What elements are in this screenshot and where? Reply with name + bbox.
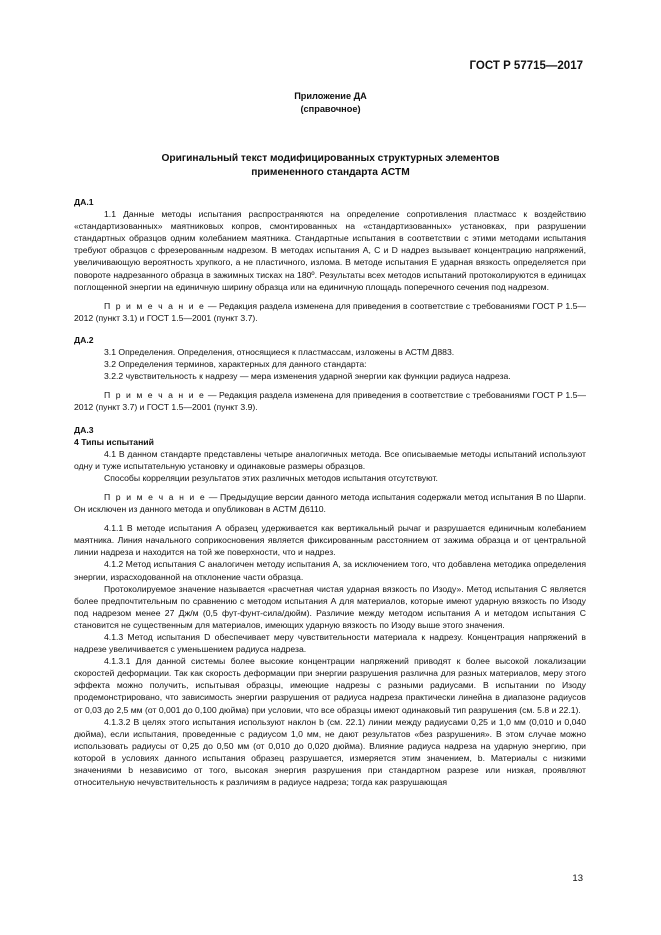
paragraph: 4.1.1 В методе испытания А образец удерживается как вертикальный рычаг и разрушается единичным колебанием маятника. Линия начального соприкосновения является фиксированным расстоянием от зажима образца и от центральной линии надреза и находится на той же поверхности, что и надрез. (74, 523, 586, 558)
title-line-2: примененного стандарта АСТМ (251, 167, 410, 178)
paragraph: Протоколируемое значение называется «расчетная чистая ударная вязкость по Изоду». Метод испытания С является более предпочтительным по сравнению с методом испытания А для материалов, которые имеют ударную вязкость по Изоду под надрезом менее 27 Дж/м (0,5 фут-фунт-сила/дюйм). Различие между методом испытания А и методом испытания С становится не существенным для материалов, имеющих ударную вязкость по Изоду выше этого значения. (74, 583, 586, 630)
appendix-type: (справочное) (300, 104, 361, 114)
page-number: 13 (572, 873, 583, 884)
section-heading-da3: ДА.3 (74, 424, 94, 435)
note (74, 300, 586, 324)
appendix-label: Приложение ДА (294, 91, 367, 101)
page-title (0, 152, 661, 180)
paragraph: 1.1 Данные методы испытания распространяются на определение сопротивления пластмасс к воздействию «стандартизованных» маятниковых копров, смонтированных на «стандартизованных» установках, при разрушении стандартных образцов одним колебанием маятника. Стандартные испытания в соответствии с этими методами испытания требуют образцов с фрезерованным надрезом. В методах испытания А, С и D надрез вызывает концентрацию напряжений, увеличивающую вероятность хрупкого, а не пластичного, излома. В методе испытания Е ударная вязкость определяется при повороте надрезанного образца в зажимных тисках на 180º. Результаты всех методов испытаний протоколируются в единицах поглощенной энергии на единичную ширину образца или на единичную площадь поперечного сечения под надрезом. (74, 209, 586, 292)
paragraph: 4.1.3.2 В целях этого испытания используют наклон b (см. 22.1) линии между радиусами 0,25 и 1,0 мм (0,010 и 0,040 дюйма), если испытания, проведенные с радиусом 1,0 мм, не дают результатов «без разрушения». В этом случае можно использовать радиусы от 0,25 до 0,50 мм (от 0,010 до 0,020 дюйма). Влияние радиуса надреза на ударную энергию, при которой в условиях данного испытания образец разрушается, измеряется этим значением, b. Материалы с низкими значениями b независимо от того, высокая энергия разрушения при стандартном разрезе или низкая, проявляют относительную нечувствительность к различиям в радиусе надреза; тогда как разрушающая (74, 716, 586, 788)
paragraph: 3.1 Определения. Определения, относящиеся к пластмассам, изложены в АСТМ Д883. (104, 347, 455, 358)
note-label: П р и м е ч а н и е (104, 390, 206, 401)
paragraph: 4.1.2 Метод испытания С аналогичен методу испытания А, за исключением того, что добавлена методика определения энергии, израсходованной на отклонение части образца. (74, 559, 586, 582)
paragraph: 4.1 В данном стандарте представлены четыре аналогичных метода. Все описываемые методы испытаний используют одну и туже испытательную установку и одинаковые размеры образцов. (74, 448, 586, 471)
appendix-heading (0, 90, 661, 116)
note (74, 491, 586, 515)
section-heading-da2: ДА.2 (74, 334, 94, 345)
note (74, 389, 586, 413)
paragraph: Способы корреляции результатов этих различных методов испытания отсутствуют. (104, 472, 438, 483)
paragraph: 3.2.2 чувствительность к надрезу — мера изменения ударной энергии как функции радиуса надреза. (104, 371, 511, 382)
paragraph: 4.1.3.1 Для данной системы более высокие концентрации напряжений приводят к более высокой локализации скоростей деформации. Так как скорость деформации при энергии разрушения различна для разных материалов, меру этого эффекта можно получить, испытывая образцы, имеющие надрезы с разными радиусами. В испытании по Изоду продемонстрировано, что зависимость энергии разрушения от радиуса надреза практически линейна в диапазоне радиусов от 0,03 до 2,5 мм (от 0,001 до 0,100 дюйма) при условии, что все образцы имеют одинаковый тип разрушения (см. 5.8 и 22.1). (74, 656, 586, 715)
document-body (74, 196, 586, 788)
note-text: — Предыдущие версии данного метода испытания содержали метод испытания В по Шарпи. Он исключен из данного метода и опубликован в АСТМ Д6110. (74, 491, 586, 515)
note-label: П р и м е ч а н и е (104, 491, 207, 502)
note-text: — Редакция раздела изменена для приведения в соответствие с требованиями ГОСТ Р 1.5—2012 (пункт 3.1) и ГОСТ 1.5—2001 (пункт 3.7). (74, 300, 587, 323)
paragraph: 4.1.3 Метод испытания D обеспечивает меру чувствительности материала к надрезу. Концентрация напряжений в надрезе увеличивается с уменьшением радиуса надреза. (74, 632, 586, 655)
standard-designation: ГОСТ Р 57715—2017 (469, 60, 583, 72)
paragraph: 3.2 Определения терминов, характерных для данного стандарта: (104, 359, 367, 370)
section-heading-da1: ДА.1 (74, 197, 94, 207)
subsection-heading: 4 Типы испытаний (74, 436, 154, 447)
note-label: П р и м е ч а н и е (104, 300, 206, 311)
title-line-1: Оригинальный текст модифицированных структурных элементов (161, 153, 500, 164)
note-text: — Редакция раздела изменена для приведения в соответствие с требованиями ГОСТ Р 1.5—2012 (пункт 3.7) и ГОСТ 1.5—2001 (пункт 3.9). (74, 390, 587, 413)
